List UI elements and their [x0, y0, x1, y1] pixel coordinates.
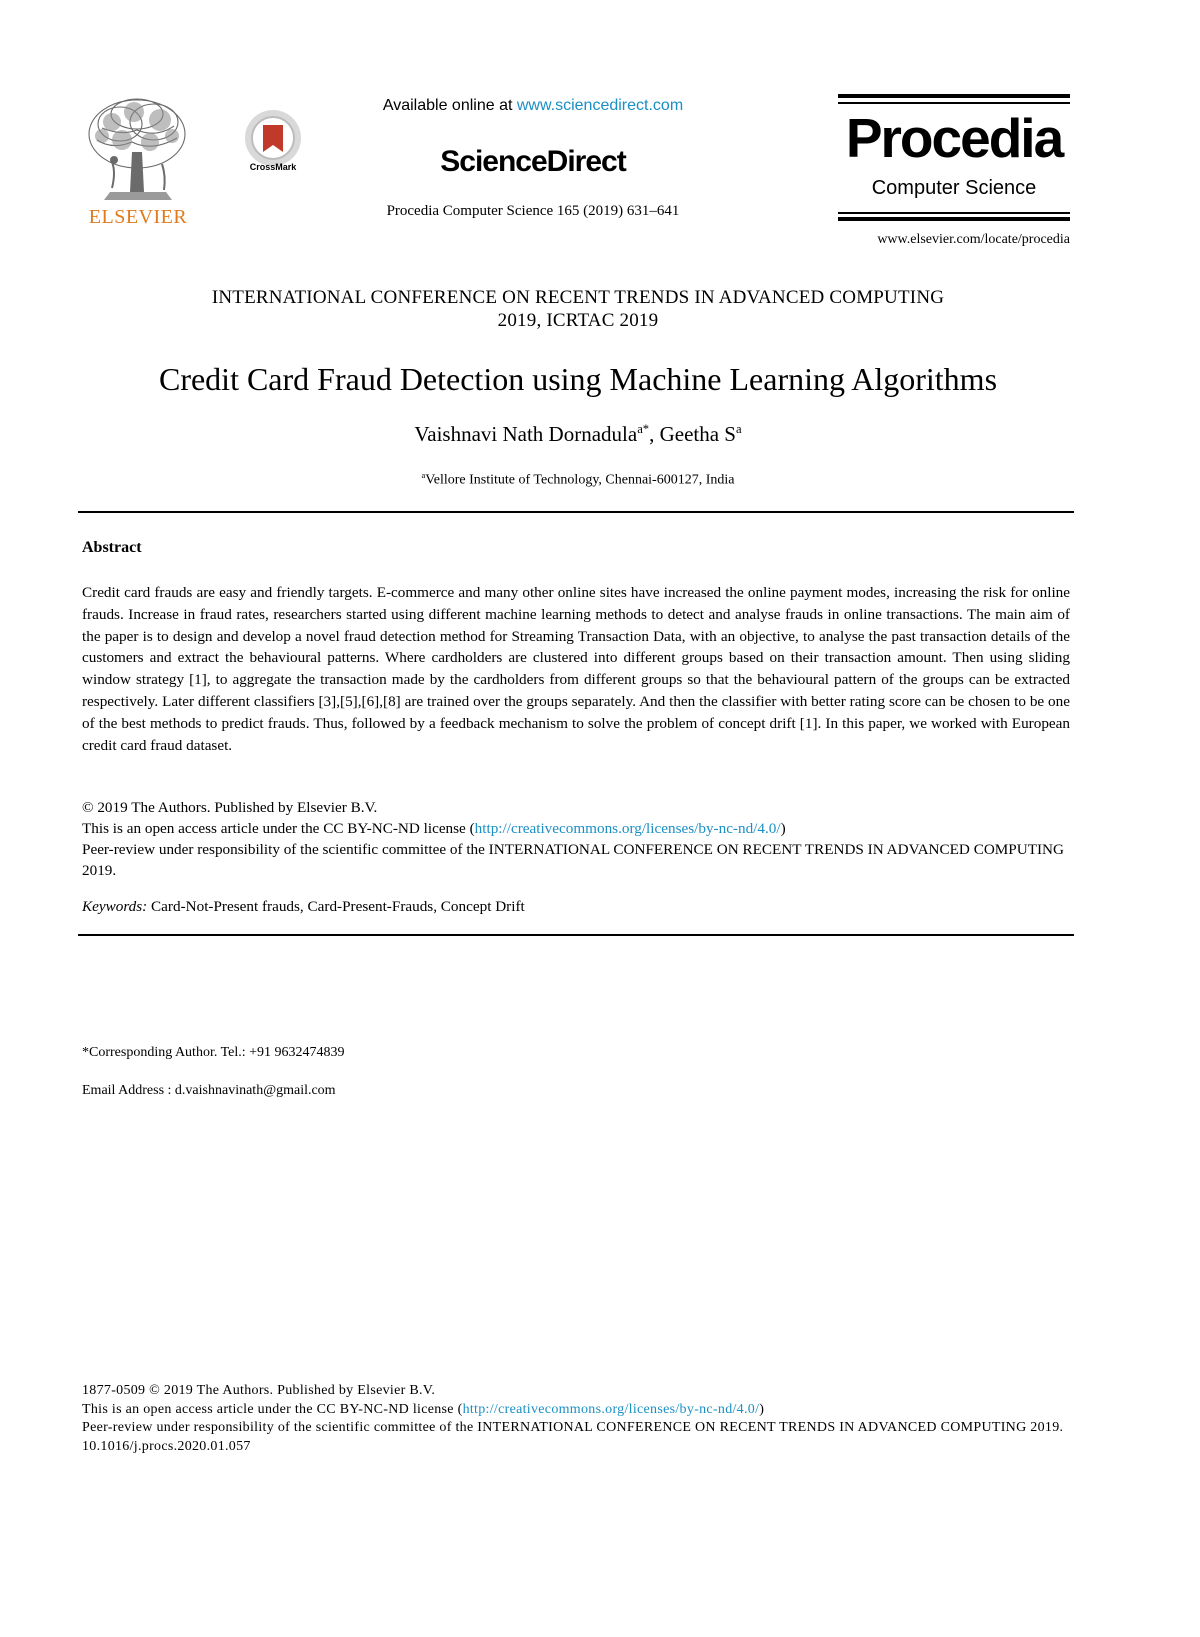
top-divider: [78, 511, 1074, 513]
corresponding-author: *Corresponding Author. Tel.: +91 9632474839: [82, 1045, 345, 1060]
keywords-label: Keywords:: [82, 898, 148, 915]
available-online-line: [318, 97, 748, 115]
procedia-top-rule: [838, 94, 1070, 98]
page-footer: [82, 1382, 1070, 1456]
footer-license-prefix: This is an open access article under the CC BY-NC-ND license (: [82, 1401, 463, 1417]
procedia-bottom-rule: [838, 217, 1070, 221]
bottom-divider: [78, 934, 1074, 936]
sciencedirect-link[interactable]: www.sciencedirect.com: [516, 97, 684, 114]
keywords-line: [82, 896, 1070, 917]
journal-url[interactable]: www.elsevier.com/locate/procedia: [877, 232, 1070, 247]
copyright-line: © 2019 The Authors. Published by Elsevier B.V.: [82, 799, 378, 816]
license-line: [82, 818, 1070, 839]
copyright-block: [82, 797, 1070, 881]
abstract-heading: Abstract: [82, 539, 142, 556]
keywords-text: Card-Not-Present frauds, Card-Present-Frauds, Concept Drift: [147, 898, 525, 915]
affiliation: [82, 471, 1074, 489]
crossmark-badge[interactable]: [236, 108, 310, 180]
paper-title: Credit Card Fraud Detection using Machine Learning Algorithms: [158, 361, 998, 397]
conference-line-2: 2019, ICRTAC 2019: [497, 310, 659, 331]
author-2-marker: a: [735, 422, 742, 436]
footer-issn: 1877-0509 © 2019 The Authors. Published by Elsevier B.V.: [82, 1383, 436, 1398]
footer-license-suffix: ): [759, 1401, 765, 1417]
available-online-label: Available online at: [382, 97, 517, 114]
affiliation-text: Vellore Institute of Technology, Chennai-600127, India: [425, 472, 735, 488]
sciencedirect-brand: ScienceDirect: [440, 145, 626, 178]
procedia-subtitle: Computer Science: [871, 177, 1037, 199]
procedia-title: Procedia: [845, 107, 1063, 169]
email-address: Email Address : d.vaishnavinath@gmail.com: [82, 1083, 336, 1098]
author-separator: ,: [649, 422, 660, 446]
author-2: Geetha S: [659, 422, 736, 446]
affiliation-marker: a: [421, 471, 426, 480]
author-list: [82, 422, 1074, 447]
journal-reference: Procedia Computer Science 165 (2019) 631–641: [386, 203, 680, 219]
footer-license-link[interactable]: http://creativecommons.org/licenses/by-nc-nd/4.0/: [462, 1401, 760, 1417]
elsevier-wordmark: ELSEVIER: [88, 206, 188, 228]
author-1-marker: a*: [637, 422, 650, 436]
abstract-text: Credit card frauds are easy and friendly targets. E-commerce and many other online sites have increased the online payment modes, increasing the risk for online frauds. Increase in fraud rates, researchers started using different machine learning methods to detect and analyse frauds in online transactions. The main aim of the paper is to design and develop a novel fraud detection method for Streaming Transaction Data, with an objective, to analyse the past transaction details of the customers and extract the behavioural patterns. Where cardholders are clustered into different groups based on their transaction amount. Then using sliding window strategy [1], to aggregate the transaction made by the cardholders from different groups so that the behavioural pattern of the groups can be extracted respectively. Later different classifiers [3],[5],[6],[8] are trained over the groups separately. And then the classifier with better rating score can be chosen to be one of the best methods to predict frauds. Thus, followed by a feedback mechanism to solve the problem of concept drift [1]. In this paper, we worked with European credit card fraud dataset.: [82, 584, 1070, 754]
footer-license-line: [82, 1401, 1070, 1420]
conference-name: [82, 286, 1074, 332]
license-suffix: ): [780, 820, 786, 837]
footer-peer-review: Peer-review under responsibility of the scientific committee of the INTERNATIONAL CONFERENCE ON RECENT TRENDS IN ADVANCED COMPUTING 2019.: [82, 1420, 1064, 1435]
peer-review-line: Peer-review under responsibility of the scientific committee of the INTERNATIONAL CONFERENCE ON RECENT TRENDS IN ADVANCED COMPUTING 2019.: [82, 841, 1064, 879]
license-prefix: This is an open access article under the CC BY-NC-ND license (: [82, 820, 475, 837]
author-1: Vaishnavi Nath Dornadula: [414, 422, 638, 446]
footer-doi[interactable]: 10.1016/j.procs.2020.01.057: [82, 1438, 251, 1454]
crossmark-label: CrossMark: [249, 162, 297, 172]
license-link[interactable]: http://creativecommons.org/licenses/by-nc-nd/4.0/: [474, 820, 781, 837]
conference-line-1: INTERNATIONAL CONFERENCE ON RECENT TRENDS IN ADVANCED COMPUTING: [211, 287, 945, 308]
procedia-bottom-rule-thin: [838, 212, 1070, 214]
procedia-top-rule-thin: [838, 102, 1070, 104]
procedia-logo-box: [838, 94, 1070, 228]
